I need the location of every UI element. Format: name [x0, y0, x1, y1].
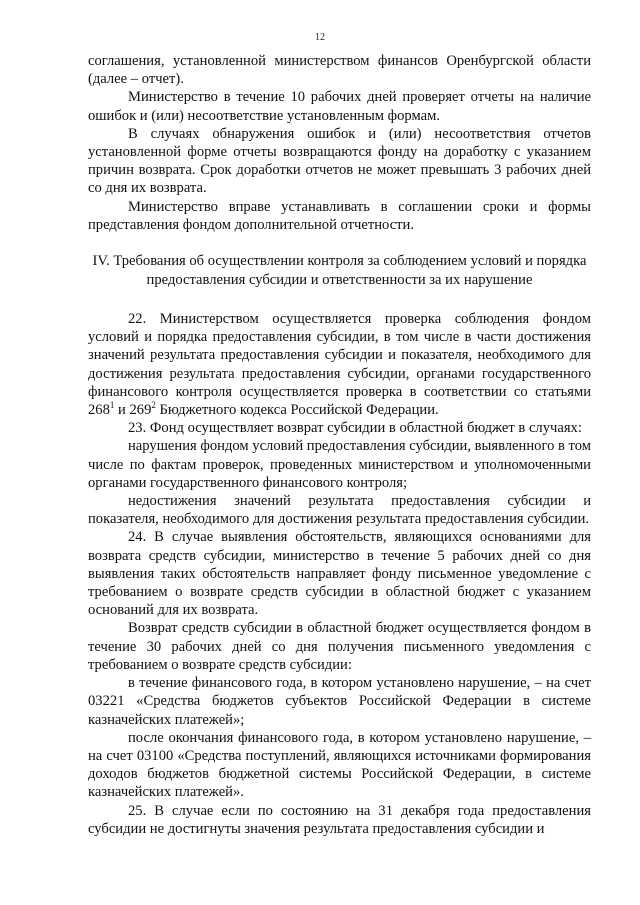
paragraph-24-after-year: после окончания финансового года, в котором установлено нарушение, – на счет 03100 «Средства поступлений, являющихся источниками формирования доходов бюджетов бюджетной системы Российской Федерации, в системе казначейских платежей». [88, 729, 591, 801]
paragraph-23-violation: нарушения фондом условий предоставления субсидии, выявленного в том числе по фактам проверок, проведенных министерством и уполномоченными органами государственного финансового контроля; [88, 438, 591, 491]
paragraph-report-errors: В случаях обнаружения ошибок и (или) несоответствия отчетов установленной форме отчеты возвращаются фонду на доработку с указанием причин возврата. Срок доработки отчетов не может превышать 3 рабочих дней со дня их возврата. [88, 125, 591, 197]
paragraph-25: 25. В случае если по состоянию на 31 декабря года предоставления субсидии не достигнуты значения результата предоставления субсидии и [88, 802, 591, 837]
paragraph-report-definition: соглашения, установленной министерством финансов Оренбургской области (далее – отчет). [88, 53, 591, 88]
p22-sup-2: 2 [151, 400, 156, 411]
p22-sup-1: 1 [109, 400, 115, 411]
p22-text-c: Бюджетного кодекса Российской Федерации. [155, 402, 439, 419]
p22-text-b: и 269 [114, 402, 152, 419]
paragraph-23: 23. Фонд осуществляет возврат субсидии в областной бюджет в случаях: [128, 420, 582, 437]
paragraph-additional-reporting: Министерство вправе устанавливать в соглашении сроки и формы представления фондом дополнительной отчетности. [88, 198, 591, 233]
section-heading: IV. Требования об осуществлении контроля за соблюдением условий и порядка предоставления субсидии и ответственности за их нарушение [92, 253, 587, 289]
paragraph-24-current-year: в течение финансового года, в котором установлено нарушение, – на счет 03221 «Средства бюджетов субъектов Российской Федерации в системе казначейских платежей»; [88, 675, 591, 728]
paragraph-23-nonachievement: недостижения значений результата предоставления субсидии и показателя, необходимого для достижения результата предоставления субсидии. [88, 493, 591, 528]
paragraph-24: 24. В случае выявления обстоятельств, являющихся основаниями для возврата средств субсидии, министерство в течение 5 рабочих дней со дня выявления таких обстоятельств направляет фонду письменное уведомление с требованием о возврате средств субсидии в областной бюджет с указанием оснований для их возврата. [88, 529, 591, 619]
paragraph-24-refund: Возврат средств субсидии в областной бюджет осуществляется фондом в течение 30 рабочих дней со дня получения письменного уведомления с требованием о возврате средств субсидии: [88, 620, 591, 673]
document-body [88, 52, 591, 838]
p22-text-a: 22. Министерством осуществляется проверка соблюдения фондом условий и порядка предоставления субсидии, в том числе в части достижения значений результата предоставления субсидии и показателя, необходимого для достижения результата предоставления субсидии, органами государственного финансового контроля осуществляется проверка в соответствии со статьями 268 [88, 311, 591, 419]
paragraph-22 [88, 310, 591, 419]
page-number: 12 [315, 32, 325, 43]
paragraph-report-check: Министерство в течение 10 рабочих дней проверяет отчеты на наличие ошибок и (или) несоответствие установленным формам. [88, 89, 591, 124]
